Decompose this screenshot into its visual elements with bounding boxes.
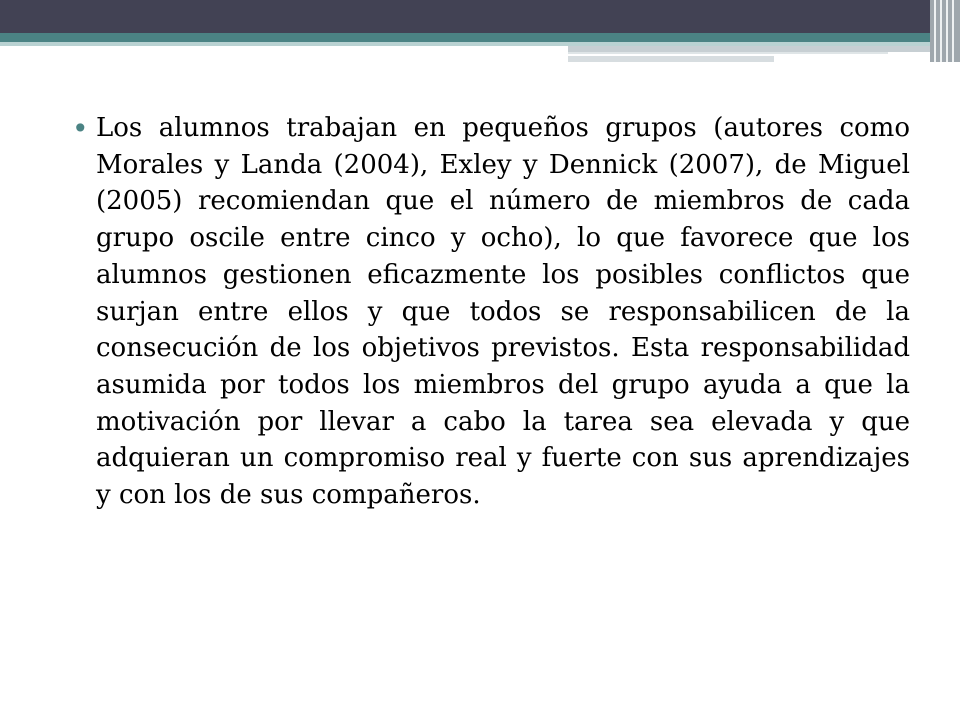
corner-stripe xyxy=(946,0,948,62)
bullet-item xyxy=(72,110,910,514)
header-accent-bar-short xyxy=(568,56,774,62)
bullet-text: Los alumnos trabajan en pequeños grupos (autores como Morales y Landa (2004), Exley y Dennick (2007), de Miguel (2005) recomiendan que el número de miembros de cada grupo oscile entre cinco y ocho), lo que favorece que los alumnos gestionen eficazmente los posibles conflictos que surjan entre ellos y que todos se responsabilicen de la consecución de los objetivos previstos. Esta responsabilidad asumida por todos los miembros del grupo ayuda a que la motivación por llevar a cabo la tarea sea elevada y que adquieran un compromiso real y fuerte con sus aprendizajes y con los de sus compañeros. xyxy=(96,113,910,511)
header-accent-line xyxy=(568,52,888,54)
corner-stripe xyxy=(940,0,942,62)
header-bar-teal xyxy=(0,33,960,42)
bullet-icon: • xyxy=(72,112,89,145)
corner-stripe xyxy=(934,0,936,62)
header-bar-dark xyxy=(0,0,960,33)
slide-content xyxy=(72,110,910,514)
corner-stripe xyxy=(952,0,954,62)
